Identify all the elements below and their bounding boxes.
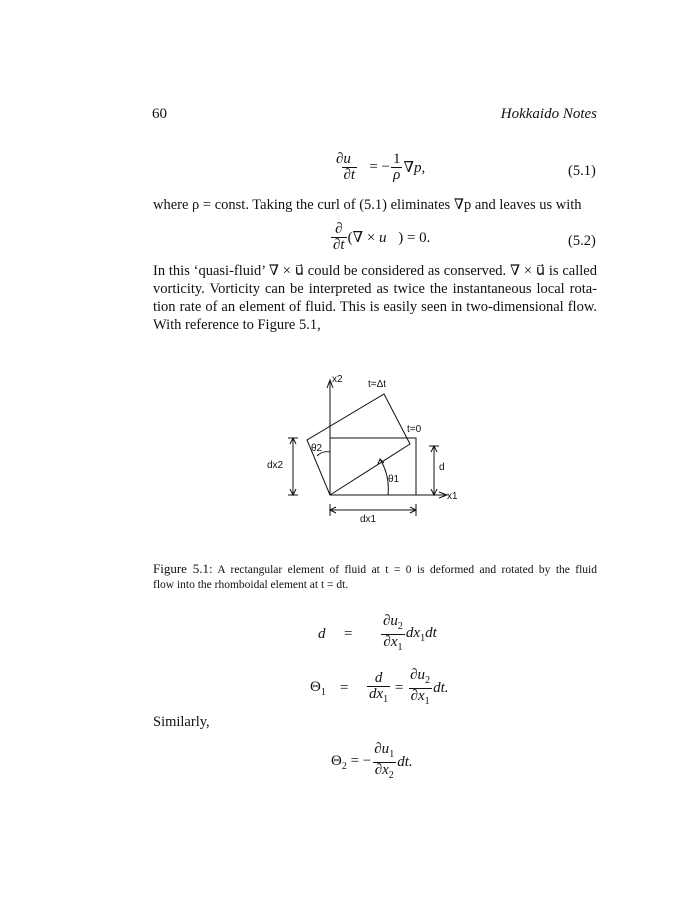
text-line bbox=[153, 196, 597, 214]
dx1-label: dx1 bbox=[360, 514, 377, 525]
figure-caption bbox=[153, 561, 597, 593]
text-line-where: where ρ = const. Taking the curl of (5.1) eliminates ∇p and leaves us with bbox=[153, 197, 582, 213]
page-number: 60 bbox=[152, 106, 167, 122]
text-similarly bbox=[153, 713, 597, 731]
equation-number-5-2: (5.2) bbox=[568, 233, 596, 249]
caption-label: Figure 5.1: bbox=[153, 561, 213, 576]
x2-label: x2 bbox=[332, 374, 343, 385]
equation-d: d = $\frac{\partial u_2}{\partial x_1}$ $dx_1dt$ bbox=[318, 613, 437, 653]
theta2-label: θ2 bbox=[311, 443, 323, 454]
d-label: d bbox=[439, 462, 445, 473]
equation-5-1: $\frac{\partial u⃗}{\partial t}$ = − $\frac{1}{\rho}$ ∇p, bbox=[336, 151, 426, 183]
theta1-label: θ1 bbox=[388, 474, 400, 485]
t-dt-label: t=Δt bbox=[368, 379, 387, 390]
caption-line: A rectangular element of fluid at t = 0 is deformed and rotated by the fluid bbox=[217, 564, 598, 576]
paragraph-line: In this ‘quasi-fluid’ ∇ × u⃗ could be considered as conserved. ∇ × u⃗ is called bbox=[153, 263, 597, 279]
t0-label: t=0 bbox=[407, 424, 422, 435]
dx2-label: dx2 bbox=[267, 460, 284, 471]
caption-line: flow into the rhomboidal element at t = dt. bbox=[153, 579, 349, 591]
paragraph-line: tion rate of an element of fluid. This is easily seen in two-dimensional flow. bbox=[153, 299, 597, 315]
paragraph-line: vorticity. Vorticity can be interpreted as twice the instantaneous local rota- bbox=[153, 281, 597, 297]
equation-number-5-1: (5.1) bbox=[568, 163, 596, 179]
similarly-label: Similarly, bbox=[153, 714, 210, 730]
equation-theta1: $\Theta_1$ = $\frac{d}{dx_1}$ = $\frac{\partial u_2}{\partial x_1}$ dt. bbox=[310, 667, 449, 707]
paragraph-line: With reference to Figure 5.1, bbox=[153, 317, 321, 333]
x1-label: x1 bbox=[447, 491, 458, 502]
figure-5-1 bbox=[255, 360, 475, 530]
equation-theta2: $\Theta_2$ = − $\frac{\partial u_1}{\partial x_2}$ dt. bbox=[331, 741, 413, 781]
equation-5-2: $\frac{\partial}{\partial t}$ (∇ × u⃗) = 0. bbox=[333, 221, 431, 253]
running-title: Hokkaido Notes bbox=[500, 106, 597, 122]
paragraph bbox=[153, 262, 597, 334]
